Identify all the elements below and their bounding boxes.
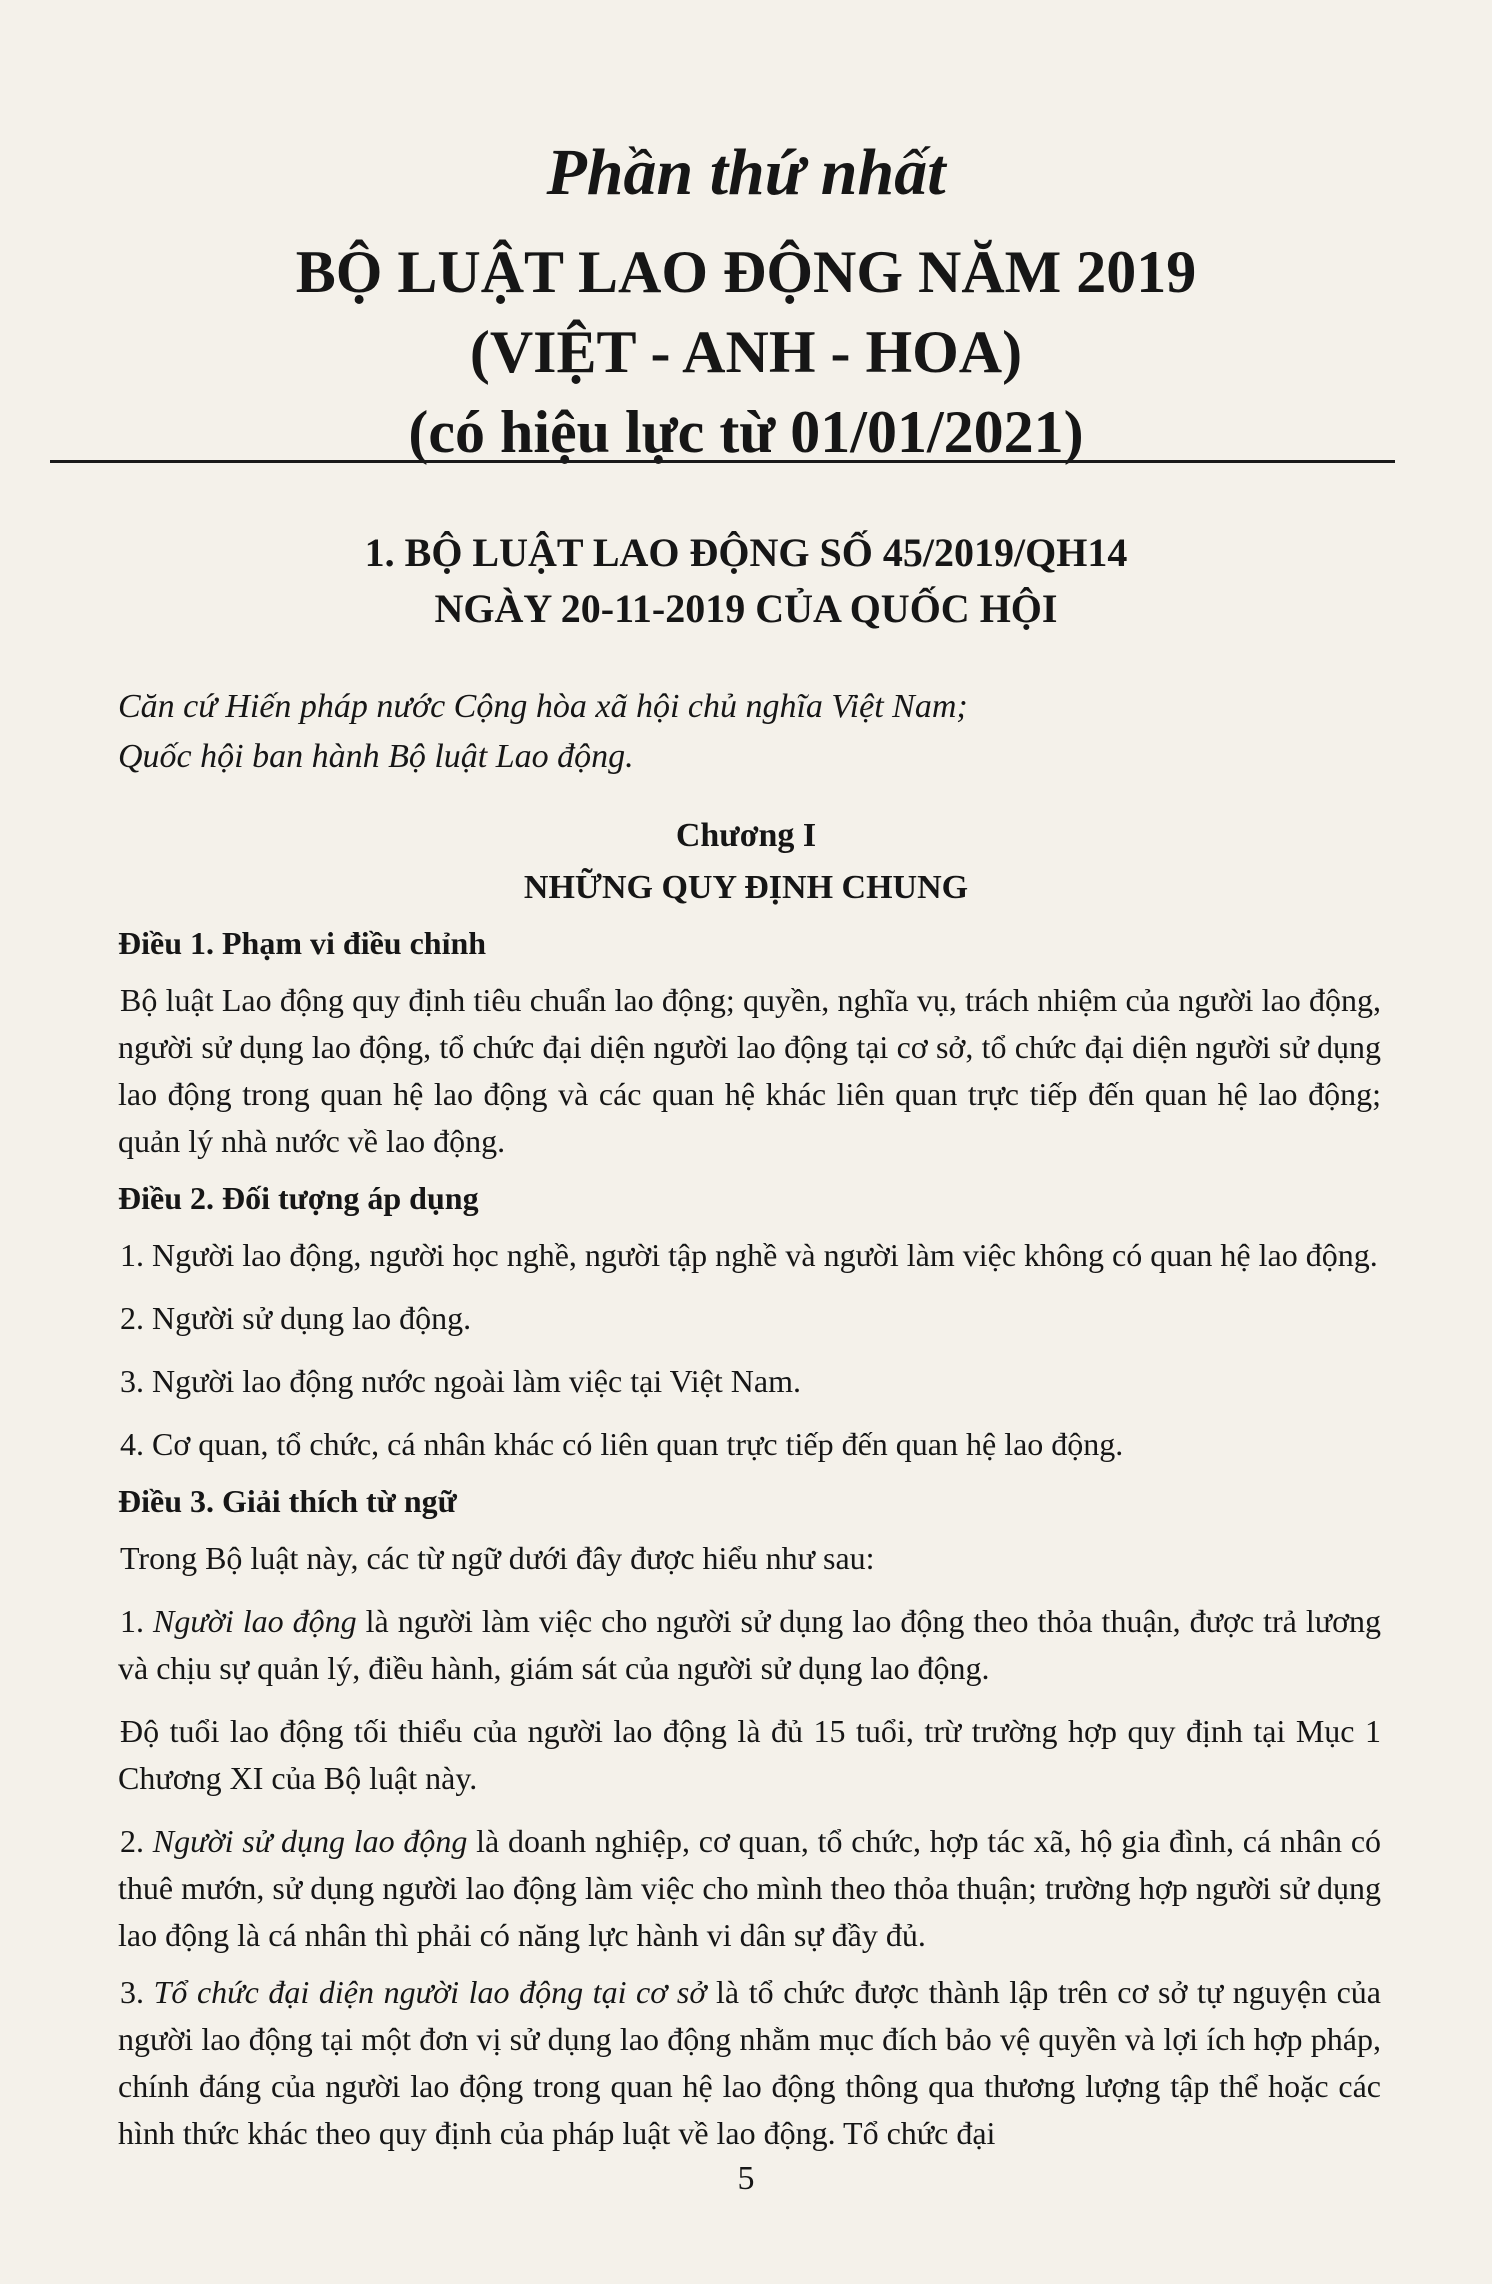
article-3-definition-2 [118,1818,1381,1959]
main-title [0,232,1492,472]
definition-2-number: 2. [120,1823,153,1859]
main-title-line-3: (có hiệu lực từ 01/01/2021) [408,399,1084,465]
article-3-age-rule: Độ tuổi lao động tối thiểu của người lao động là đủ 15 tuổi, trừ trường hợp quy định tại Mục 1 Chương XI của Bộ luật này. [118,1713,1381,1796]
definition-2-term: Người sử dụng lao động [152,1823,468,1859]
definition-2-text: là doanh nghiệp, cơ quan, tổ chức, hợp tác xã, hộ gia đình, cá nhân có thuê mướn, sử dụng người lao động làm việc cho mình theo thỏa thuận; trường hợp người sử dụng lao động là cá nhân thì phải có năng lực hành vi dân sự đầy đủ. [118,1823,1382,1953]
article-3-definition-3 [118,1969,1381,2157]
legal-basis-line-1: Căn cứ Hiến pháp nước Cộng hòa xã hội chủ nghĩa Việt Nam; [118,688,968,725]
definition-1-number: 1. [120,1603,153,1639]
main-title-line-1: BỘ LUẬT LAO ĐỘNG NĂM 2019 [295,239,1197,305]
article-1-text: Bộ luật Lao động quy định tiêu chuẩn lao động; quyền, nghĩa vụ, trách nhiệm của người lao động, người sử dụng lao động, tổ chức đại diện người lao động tại cơ sở, tổ chức đại diện người sử dụng lao động trong quan hệ lao động và các quan hệ khác liên quan trực tiếp đến quan hệ lao động; quản lý nhà nước về lao động. [118,982,1381,1159]
chapter-number: Chương I [675,817,817,854]
article-3-intro: Trong Bộ luật này, các từ ngữ dưới đây được hiểu như sau: [120,1540,875,1576]
legal-basis-line-2: Quốc hội ban hành Bộ luật Lao động. [118,738,634,775]
article-1-heading: Điều 1. Phạm vi điều chỉnh [118,925,487,961]
law-title-line-2: NGÀY 20-11-2019 CỦA QUỐC HỘI [434,586,1058,631]
part-title: Phần thứ nhất [546,136,946,209]
page-number: 5 [737,2160,755,2197]
article-2-item-1: 1. Người lao động, người học nghề, người tập nghề và người làm việc không có quan hệ lao động. [120,1237,1378,1273]
article-3-heading: Điều 3. Giải thích từ ngữ [118,1483,457,1519]
legal-basis [118,682,968,782]
definition-3-term: Tổ chức đại diện người lao động tại cơ sở [153,1974,707,2010]
article-2-heading: Điều 2. Đối tượng áp dụng [118,1180,479,1216]
chapter-title: NHỮNG QUY ĐỊNH CHUNG [523,869,969,906]
article-2-item-3: 3. Người lao động nước ngoài làm việc tại Việt Nam. [120,1363,801,1399]
definition-3-number: 3. [120,1974,154,2010]
main-title-line-2: (VIỆT - ANH - HOA) [469,319,1023,385]
law-title-line-1: 1. BỘ LUẬT LAO ĐỘNG SỐ 45/2019/QH14 [364,530,1128,575]
chapter-heading [0,810,1492,914]
title-divider [50,460,1395,463]
article-3-definition-1 [118,1598,1381,1692]
article-2-item-2: 2. Người sử dụng lao động. [120,1300,472,1336]
law-title [0,525,1492,637]
article-2-item-4: 4. Cơ quan, tổ chức, cá nhân khác có liên quan trực tiếp đến quan hệ lao động. [120,1426,1124,1462]
definition-1-text: là người làm việc cho người sử dụng lao động theo thỏa thuận, được trả lương và chịu sự quản lý, điều hành, giám sát của người sử dụng lao động. [118,1603,1382,1686]
definition-3-text: là tổ chức được thành lập trên cơ sở tự nguyện của người lao động tại một đơn vị sử dụng lao động nhằm mục đích bảo vệ quyền và lợi ích hợp pháp, chính đáng của người lao động trong quan hệ lao động thông qua thương lượng tập thể hoặc các hình thức khác theo quy định của pháp luật về lao động. Tổ chức đại [118,1974,1382,2151]
definition-1-term: Người lao động [153,1603,357,1639]
document-body [118,920,1381,2157]
